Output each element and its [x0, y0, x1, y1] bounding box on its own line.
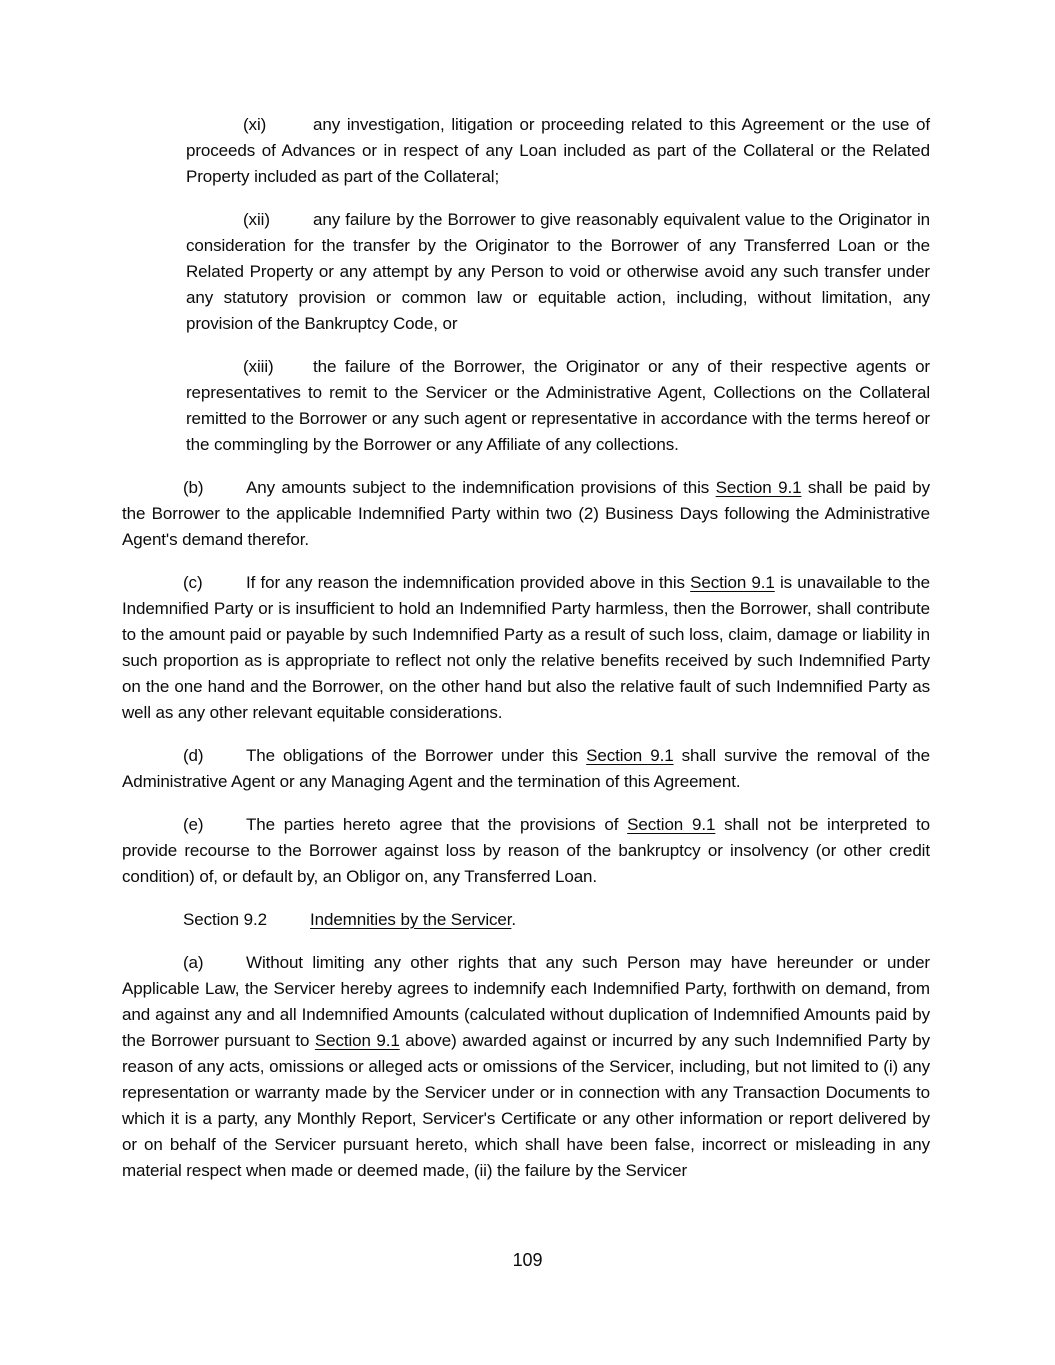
section-9-2-number: Section 9.2	[183, 910, 267, 929]
clause-xii-text: any failure by the Borrower to give reasonably equivalent value to the Originator in consideration for the transfer by the Originator to the Borrower of any Transferred Loan or the Related Property or any attempt by any Person to void or otherwise avoid any such transfer under any statutory provision or common law or equitable action, including, without limitation, any provision of the Bankruptcy Code, or	[186, 210, 930, 333]
paragraph-a-label: (a)	[183, 953, 204, 972]
section-9-2-suffix: .	[511, 910, 517, 929]
paragraph-d-label: (d)	[183, 746, 204, 765]
section-9-1-reference: Section 9.1	[586, 746, 674, 765]
paragraph-e-text: shall not be interpreted to provide recourse to the Borrower against loss by reason of the bankruptcy or insolvency (or other credit condition) of, or default by, an Obligor on, any Transferred Loan.	[122, 815, 930, 886]
paragraph-a-text: above) awarded against or incurred by any such Indemnified Party by reason of any acts, omissions or alleged acts or omissions of the Servicer, including, but not limited to (i) any representation or warranty made by the Servicer under or in connection with any Transaction Documents to which it is a party, any Monthly Report, Servicer's Certificate or any other information or report delivered by or on behalf of the Servicer pursuant hereto, which shall have been false, incorrect or misleading in any material respect when made or deemed made, (ii) the failure by the Servicer	[122, 1031, 930, 1180]
clause-xi-text: any investigation, litigation or proceeding related to this Agreement or the use of proceeds of Advances or in respect of any Loan included as part of the Collateral or the Related Property included as part of the Collateral;	[186, 115, 930, 186]
clause-xiii-text: the failure of the Borrower, the Originator or any of their respective agents or representatives to remit to the Servicer or the Administrative Agent, Collections on the Collateral remitted to the Borrower or any such agent or representative in accordance with the terms hereof or the commingling by the Borrower or any Affiliate of any collections.	[186, 357, 930, 454]
section-9-2-title: Indemnities by the Servicer	[310, 910, 512, 929]
clause-xi	[186, 112, 930, 190]
paragraph-e-text: The parties hereto agree that the provisions of	[246, 815, 628, 834]
clause-xiii-label: (xiii)	[243, 357, 274, 376]
section-9-1-reference: Section 9.1	[715, 478, 802, 497]
clause-xii	[186, 207, 930, 337]
clause-xii-label: (xii)	[243, 210, 270, 229]
paragraph-c-text: If for any reason the indemnification provided above in this	[246, 573, 691, 592]
paragraph-c	[122, 570, 930, 726]
paragraph-e-label: (e)	[183, 815, 204, 834]
section-9-1-reference: Section 9.1	[690, 573, 775, 592]
paragraph-b-text: Any amounts subject to the indemnification provisions of this	[246, 478, 716, 497]
paragraph-d-text: shall survive the removal of the Administrative Agent or any Managing Agent and the termination of this Agreement.	[122, 746, 930, 791]
paragraph-c-text: is unavailable to the Indemnified Party or is insufficient to hold an Indemnified Party harmless, then the Borrower, shall contribute to the amount paid or payable by such Indemnified Party as a result of such loss, claim, damage or liability in such proportion as is appropriate to reflect not only the relative benefits received by such Indemnified Party on the one hand and the Borrower, on the other hand but also the relative fault of such Indemnified Party as well as any other relevant equitable considerations.	[122, 573, 930, 722]
section-9-1-reference: Section 9.1	[627, 815, 716, 834]
paragraph-d-text: The obligations of the Borrower under this	[246, 746, 587, 765]
section-9-2-heading	[122, 907, 930, 933]
paragraph-d	[122, 743, 930, 795]
clause-xi-label: (xi)	[243, 115, 267, 134]
section-9-1-reference: Section 9.1	[314, 1031, 400, 1050]
text-column	[122, 112, 930, 1201]
clause-xiii	[186, 354, 930, 458]
paragraph-a	[122, 950, 930, 1184]
paragraph-b-label: (b)	[183, 478, 204, 497]
page-number: 109	[512, 1250, 543, 1270]
paragraph-a-text: Without limiting any other rights that any such Person may have hereunder or under Applicable Law, the Servicer hereby agrees to indemnify each Indemnified Party, forthwith on demand, from and against any and all Indemnified Amounts (calculated without duplication of Indemnified Amounts paid by the Borrower pursuant to	[122, 953, 930, 1050]
paragraph-b	[122, 475, 930, 553]
paragraph-b-text: shall be paid by the Borrower to the applicable Indemnified Party within two (2) Business Days following the Administrative Agent's demand therefor.	[122, 478, 930, 549]
paragraph-c-label: (c)	[183, 573, 203, 592]
paragraph-e	[122, 812, 930, 890]
